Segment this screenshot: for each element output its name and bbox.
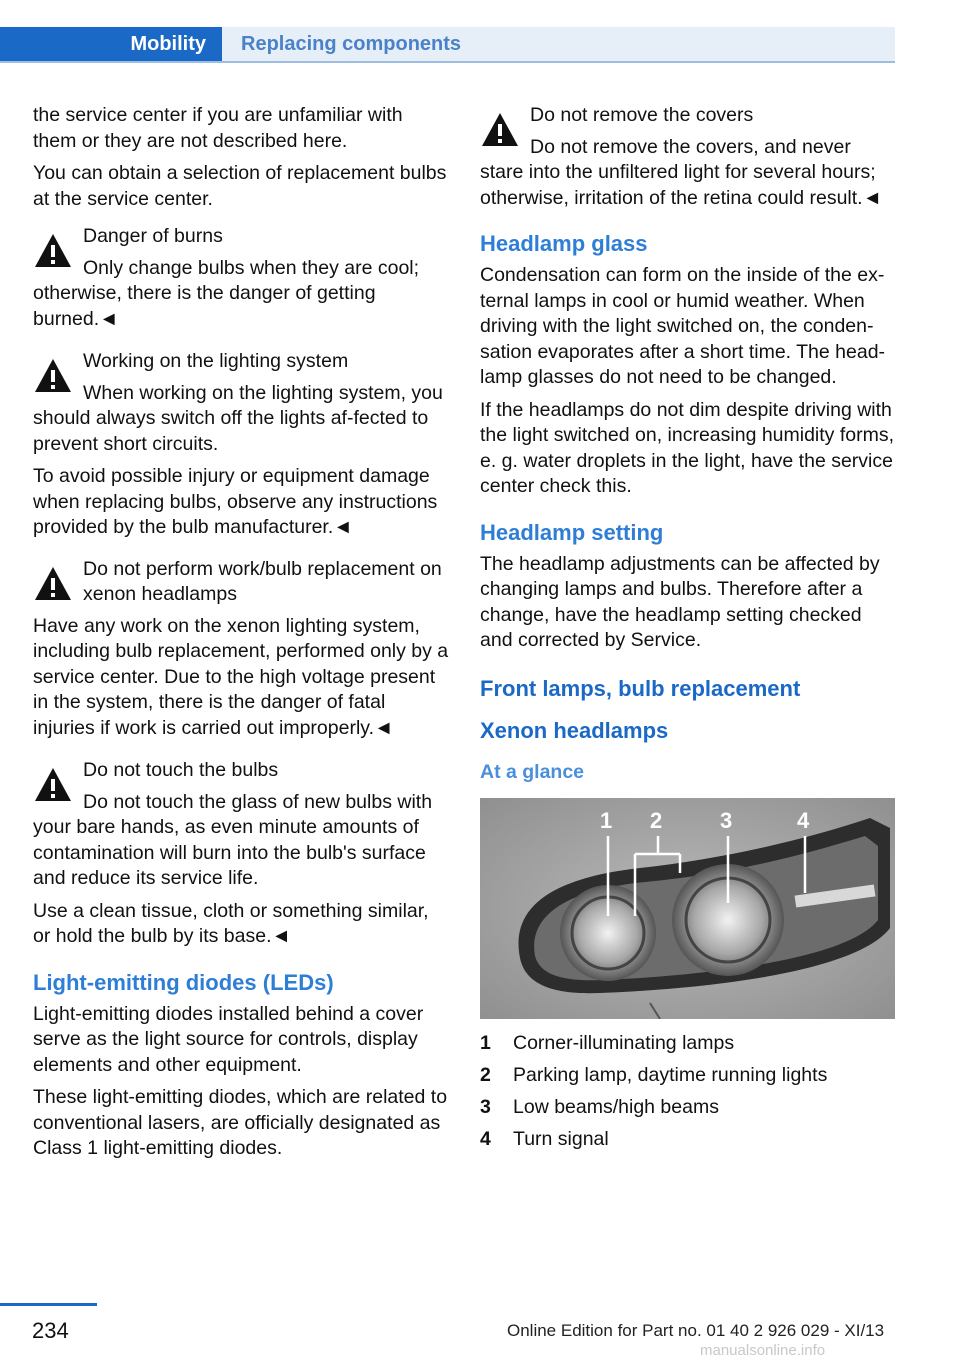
photo-callout-3: 3 — [720, 807, 733, 833]
photo-legend — [480, 1031, 898, 1159]
paragraph: Condensation can form on the inside of the ex‐ternal lamps in cool or humid weather. When driving with the light switched on, the conden‐sation evaporates after a short time. The head‐lamp glasses do not need to be changed. — [480, 264, 886, 388]
paragraph: The headlamp adjustments can be affected by changing lamps and bulbs. Therefore after a change, have the headlamp setting checked and corrected by Service. — [480, 552, 880, 651]
warning-xenon — [33, 557, 449, 742]
legend-item — [480, 1031, 898, 1063]
section-heading-headlamp-glass: Headlamp glass — [480, 231, 648, 256]
photo-callout-1: 1 — [600, 807, 613, 833]
legend-text: Parking lamp, daytime running lights — [513, 1063, 828, 1086]
subheading-at-a-glance: At a glance — [480, 760, 585, 783]
legend-text: Corner‐illuminating lamps — [513, 1031, 735, 1054]
section-heading-xenon: Xenon headlamps — [480, 717, 669, 743]
warning-title: Do not remove the covers — [530, 104, 754, 126]
warning-triangle-icon — [480, 111, 520, 149]
chapter-header — [0, 27, 895, 61]
legend-item — [480, 1127, 898, 1159]
warning-title: Danger of burns — [83, 225, 223, 247]
warning-touch-bulbs — [33, 758, 449, 892]
warning-title: Working on the lighting system — [83, 350, 349, 372]
right-column — [480, 103, 898, 1159]
paragraph: To avoid possible injury or equipment damage when replacing bulbs, observe any instructions provided by the bulb manufacturer.◄ — [33, 465, 438, 538]
photo-callout-2: 2 — [650, 807, 663, 833]
warning-body: Do not remove the covers, and never stare into the unfiltered light for several hours; otherwise, irritation of the retina could result.◄ — [480, 135, 882, 209]
paragraph: Light‐emitting diodes installed behind a cover serve as the light source for controls, display elements and other equipment. — [33, 1002, 424, 1076]
edition-note: Online Edition for Part no. 01 40 2 926 029 - XI/13 — [507, 1321, 885, 1340]
warning-covers — [480, 103, 898, 211]
photo-callout-4: 4 — [797, 807, 810, 833]
section-tab-replacing-components: Replacing components — [222, 27, 895, 61]
page-number: 234 — [32, 1318, 69, 1343]
warning-body: Have any work on the xenon lighting system, including bulb replacement, performed only by a service center. Due to the high voltage present in the system, there is the danger of fatal injuries if work is carried out improperly.◄ — [33, 614, 449, 739]
legend-item — [480, 1063, 898, 1095]
warning-body: Do not touch the glass of new bulbs with your bare hands, as even minute amounts of contamination will burn into the bulb's surface and reduce its service life. — [33, 790, 433, 889]
chapter-tab-mobility: Mobility — [0, 27, 222, 61]
paragraph: These light‐emitting diodes, which are related to conventional lasers, are officially designated as Class 1 light‐emitting diodes. — [33, 1086, 448, 1159]
header-rule — [0, 61, 895, 63]
paragraph: You can obtain a selection of replacement bulbs at the service center. — [33, 162, 447, 210]
warning-body: When working on the lighting system, you should always switch off the lights af‐fected to prevent short circuits. — [33, 381, 443, 455]
legend-number: 1 — [480, 1031, 491, 1054]
watermark: manualsonline.info — [700, 1342, 826, 1359]
warning-burns — [33, 224, 449, 332]
paragraph: the service center if you are unfamiliar with them or they are not described here. — [33, 104, 403, 152]
left-column — [33, 103, 449, 1169]
warning-triangle-icon — [33, 232, 73, 270]
warning-triangle-icon — [33, 565, 73, 603]
legend-number: 3 — [480, 1095, 491, 1118]
section-heading-headlamp-setting: Headlamp setting — [480, 519, 664, 545]
warning-title: Do not touch the bulbs — [83, 759, 279, 781]
legend-number: 4 — [480, 1127, 491, 1150]
section-heading-leds: Light‐emitting diodes (LEDs) — [33, 969, 334, 995]
warning-triangle-icon — [33, 766, 73, 804]
legend-text: Turn signal — [513, 1127, 609, 1150]
paragraph: Use a clean tissue, cloth or something similar, or hold the bulb by its base.◄ — [33, 899, 429, 947]
warning-triangle-icon — [33, 357, 73, 395]
footer-rule — [0, 1303, 97, 1306]
legend-text: Low beams/high beams — [513, 1095, 719, 1118]
warning-lighting-system — [33, 349, 449, 457]
legend-item — [480, 1095, 898, 1127]
warning-title: Do not perform work/bulb replacement on xenon headlamps — [83, 557, 442, 605]
paragraph: If the headlamps do not dim despite driving with the light switched on, increasing humidity forms, e. g. water droplets in the light, have the service center check this. — [480, 398, 895, 497]
legend-number: 2 — [480, 1063, 491, 1086]
headlamp-photo — [480, 798, 895, 1019]
section-heading-front-lamps: Front lamps, bulb replacement — [480, 675, 801, 701]
warning-body: Only change bulbs when they are cool; otherwise, there is the danger of getting burned.◄ — [33, 256, 420, 330]
